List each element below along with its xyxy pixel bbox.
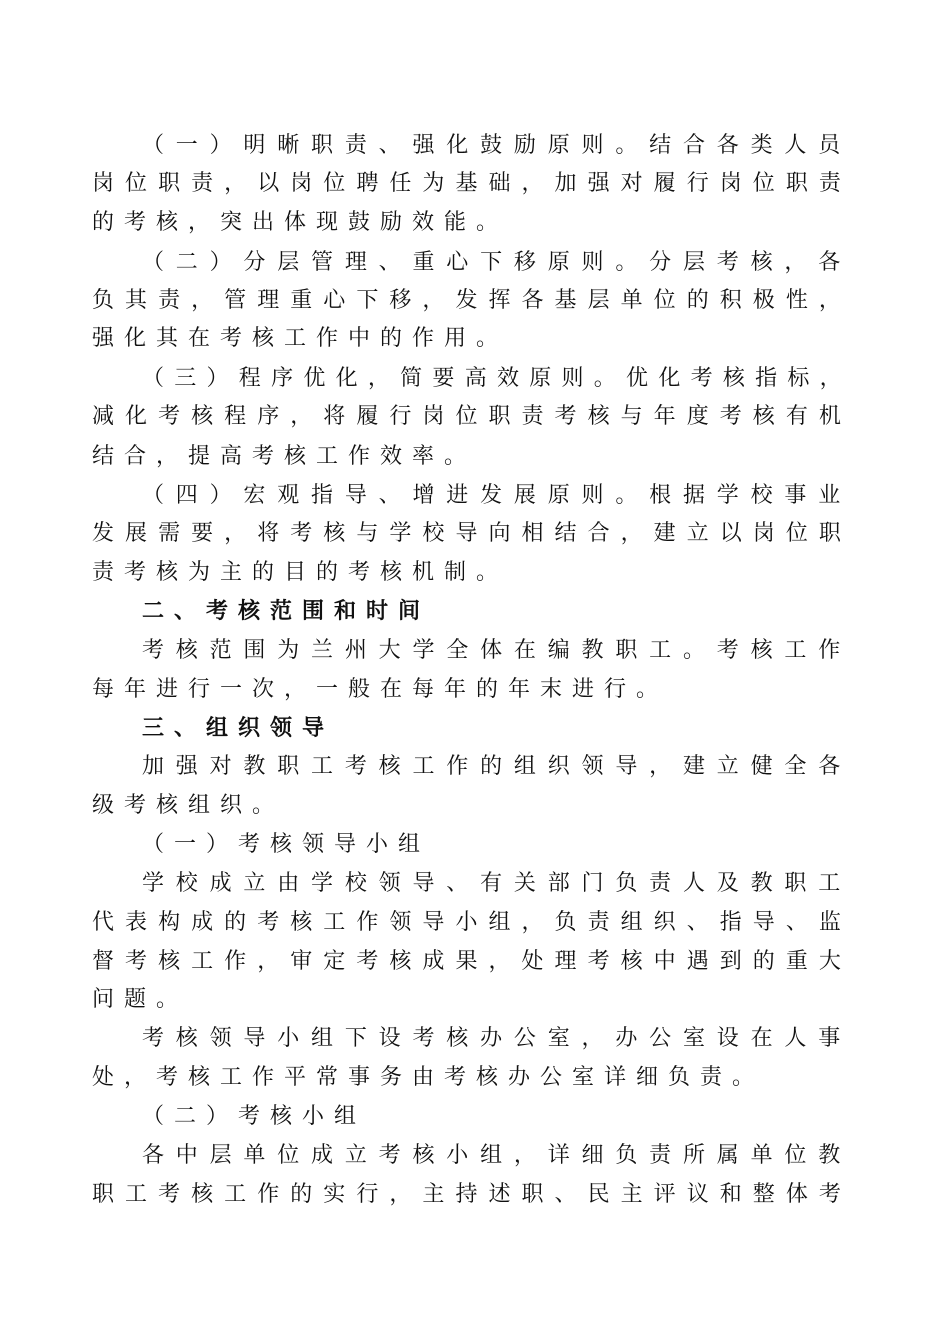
paragraph-line: 负其责，管理重心下移，发挥各基层单位的积极性， <box>92 288 852 313</box>
paragraph-line: 督考核工作，审定考核成果，处理考核中遇到的重大 <box>92 949 852 974</box>
section-heading: 二、考核范围和时间 <box>142 599 431 624</box>
paragraph-line: （一）考核领导小组 <box>142 832 431 857</box>
paragraph-line: 减化考核程序，将履行岗位职责考核与年度考核有机 <box>92 404 852 429</box>
paragraph-line: 考核范围为兰州大学全体在编教职工。考核工作 <box>142 638 853 663</box>
paragraph-line: （一）明晰职责、强化鼓励原则。结合各类人员 <box>142 133 853 158</box>
paragraph-line: （二）分层管理、重心下移原则。分层考核，各 <box>142 250 853 275</box>
paragraph-line: 职工考核工作的实行，主持述职、民主评议和整体考 <box>92 1182 852 1207</box>
paragraph-line: （三）程序优化，简要高效原则。优化考核指标， <box>142 366 852 391</box>
paragraph-line: 每年进行一次，一般在每年的年末进行。 <box>92 677 669 702</box>
paragraph-line: 级考核组织。 <box>92 793 285 818</box>
paragraph-line: 问题。 <box>92 987 189 1012</box>
paragraph-line: 责考核为主的目的考核机制。 <box>92 560 509 585</box>
paragraph-line: 处，考核工作平常事务由考核办公室详细负责。 <box>92 1065 765 1090</box>
paragraph-line: 各中层单位成立考核小组，详细负责所属单位教 <box>142 1143 853 1168</box>
paragraph-line: 结合，提高考核工作效率。 <box>92 444 477 469</box>
paragraph-line: 发展需要，将考核与学校导向相结合，建立以岗位职 <box>92 521 852 546</box>
paragraph-line: 考核领导小组下设考核办公室，办公室设在人事 <box>142 1026 853 1051</box>
paragraph-line: 岗位职责，以岗位聘任为基础，加强对履行岗位职责 <box>92 171 852 196</box>
section-heading: 三、组织领导 <box>142 716 335 741</box>
paragraph-line: （二）考核小组 <box>142 1104 367 1129</box>
paragraph-line: （四）宏观指导、增进发展原则。根据学校事业 <box>142 483 853 508</box>
paragraph-line: 的考核，突出体现鼓励效能。 <box>92 210 509 235</box>
paragraph-line: 学校成立由学校领导、有关部门负责人及教职工 <box>142 871 853 896</box>
paragraph-line: 加强对教职工考核工作的组织领导，建立健全各 <box>142 754 853 779</box>
paragraph-line: 代表构成的考核工作领导小组，负责组织、指导、监 <box>92 910 852 935</box>
paragraph-line: 强化其在考核工作中的作用。 <box>92 326 509 351</box>
